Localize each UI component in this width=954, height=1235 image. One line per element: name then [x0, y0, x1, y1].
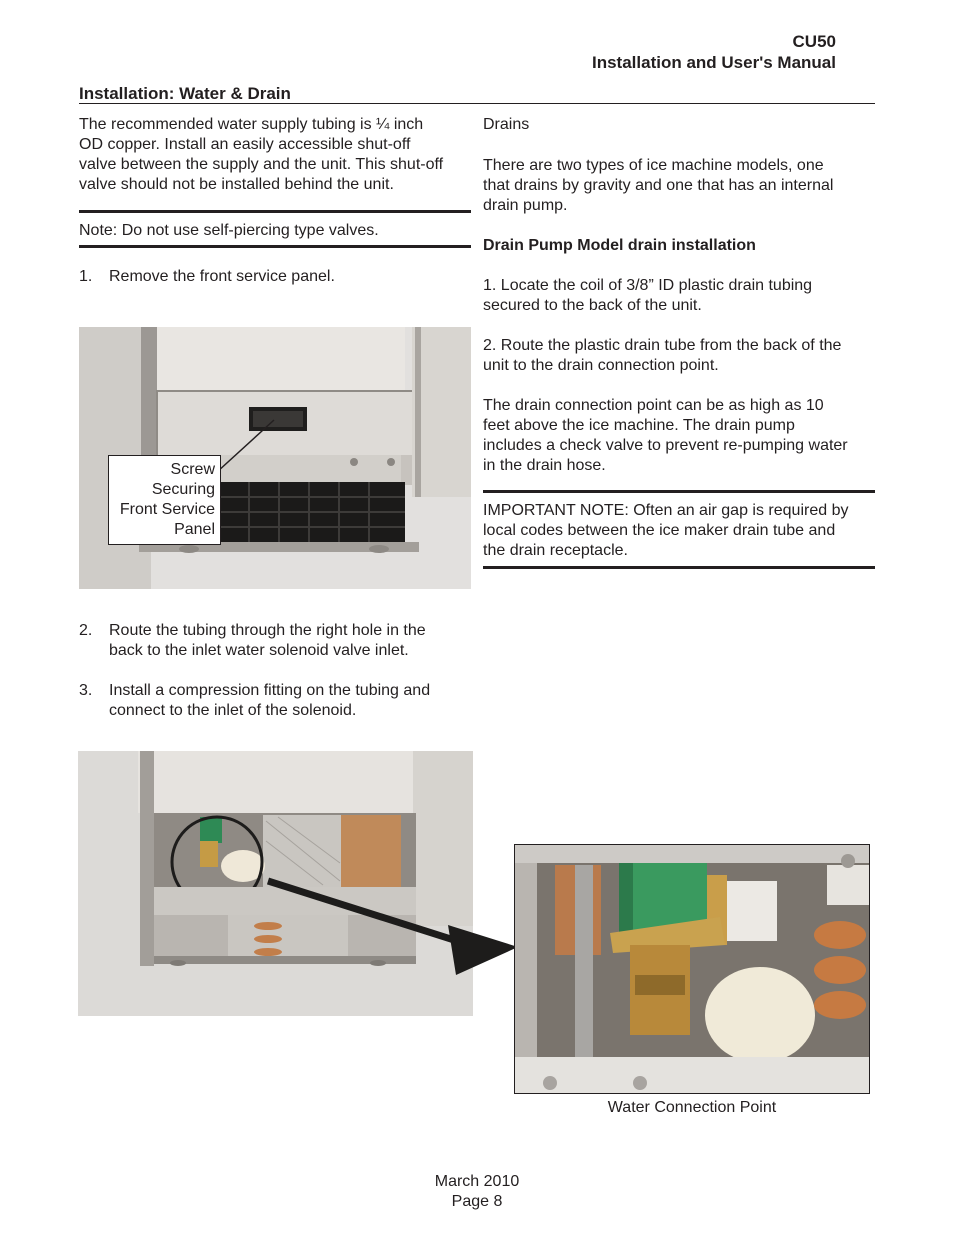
step1-number: 1.	[79, 268, 93, 285]
photo-caption: Water Connection Point	[607, 1099, 777, 1116]
intro-paragraph: The recommended water supply tubing is ¼ inch OD copper. Install an easily accessible shut-off valve between the supply and the unit. This shut-off valve should not be installed behind the unit.	[79, 116, 444, 193]
pump-step2: 2. Route the plastic drain tube from the back of the unit to the drain connection point.	[483, 337, 842, 374]
step3-number: 3.	[79, 682, 93, 699]
section-rule	[79, 103, 875, 104]
water-connection-photo	[514, 844, 870, 1094]
important-rule-top	[483, 490, 875, 493]
pump-paragraph: The drain connection point can be as high as 10 feet above the ice machine. The drain pump includes a check valve to prevent re-pumping water in the drain hose.	[483, 397, 848, 474]
important-note: IMPORTANT NOTE: Often an air gap is required by local codes between the ice maker drain tube and the drain receptacle.	[483, 502, 849, 559]
note-rule-bottom	[79, 245, 471, 248]
step2-text: Route the tubing through the right hole in the back to the inlet water solenoid valve inlet.	[109, 622, 426, 659]
important-rule-bottom	[483, 566, 875, 569]
pump-heading: Drain Pump Model drain installation	[483, 237, 756, 254]
note-text: Note: Do not use self-piercing type valves.	[79, 222, 379, 239]
section-title: Installation: Water & Drain	[79, 84, 291, 103]
valve-overview-photo	[78, 751, 473, 1016]
footer-page-number: Page 8	[451, 1193, 503, 1210]
drains-paragraph: There are two types of ice machine models, one that drains by gravity and one that has an internal drain pump.	[483, 157, 834, 214]
step1-text: Remove the front service panel.	[109, 268, 335, 285]
pump-step1: 1. Locate the coil of 3/8” ID plastic drain tubing secured to the back of the unit.	[483, 277, 813, 314]
drains-heading: Drains	[483, 116, 530, 133]
footer-date: March 2010	[434, 1173, 520, 1190]
manual-title: Installation and User's Manual	[592, 53, 836, 72]
model-number: CU50	[792, 32, 836, 51]
step2-number: 2.	[79, 622, 93, 639]
screw-callout: Screw Securing Front Service Panel	[108, 455, 221, 545]
step3-text: Install a compression fitting on the tubing and connect to the inlet of the solenoid.	[109, 682, 431, 719]
arrow-pointer-icon	[440, 915, 520, 980]
note-rule-top	[79, 210, 471, 213]
